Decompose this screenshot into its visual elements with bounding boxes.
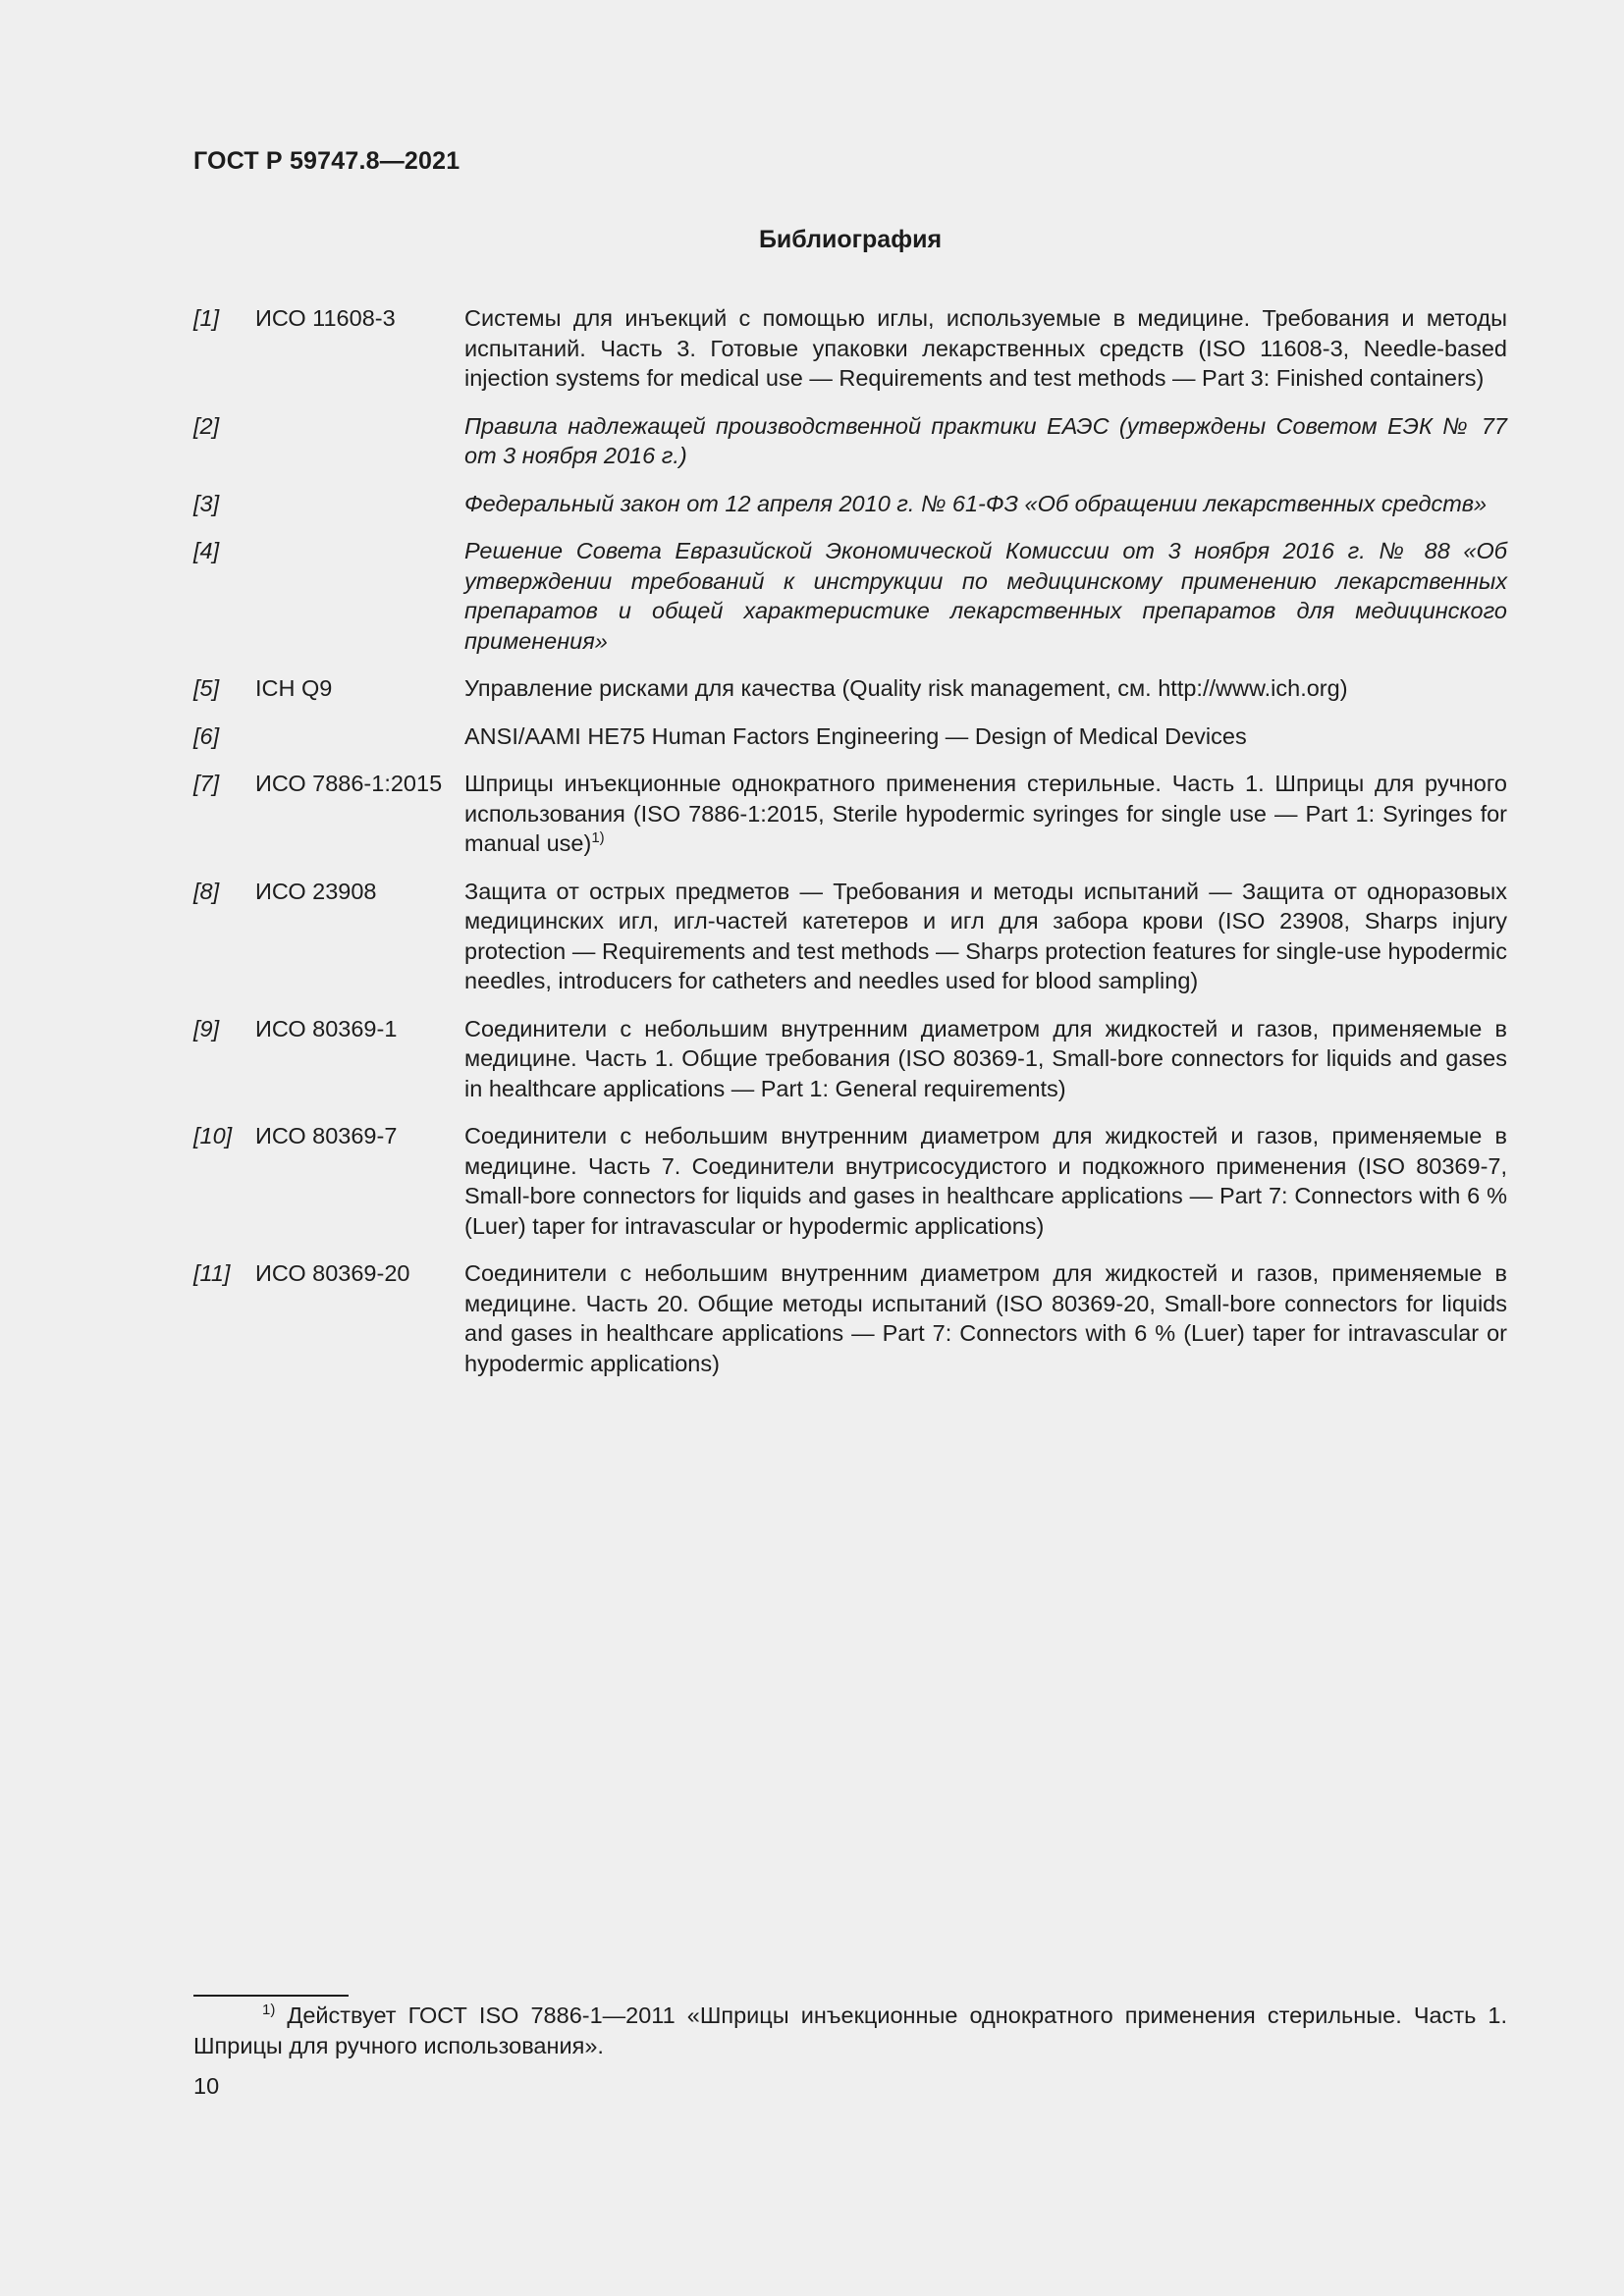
entry-description-text: Соединители с небольшим внутренним диаметром для жидкостей и газов, применяемые в медицине. Часть 7. Соединители внутрисосудистого и подкожного применения (ISO 80369-7, Small-bore connectors for liquids and gases in healthcare applications — Part 7: Connectors with 6 % (Luer) taper for intravascular or hypodermic applications) <box>464 1123 1507 1239</box>
entry-description <box>464 411 1507 471</box>
entry-description-text: Решение Совета Евразийской Экономической Комиссии от 3 ноября 2016 г. № 88 «Об утверждении требований к инструкции по медицинскому применению лекарственных препаратов и общей характеристике лекарственных препаратов для медицинского применения» <box>464 538 1507 654</box>
entry-description <box>464 673 1507 704</box>
entry-description-text: Правила надлежащей производственной практики ЕАЭС (утверждены Советом ЕЭК № 77 от 3 ноября 2016 г.) <box>464 412 1507 468</box>
entry-description-text: Шприцы инъекционные однократного применения стерильные. Часть 1. Шприцы для ручного использования (ISO 7886-1:2015, Sterile hypodermic syringes for single use — Part 1: Syringes for manual use) <box>464 771 1507 856</box>
bibliography-entry <box>193 769 1507 859</box>
footnote-text: Действует ГОСТ ISO 7886-1—2011 «Шприцы инъекционные однократного применения стерильные. Часть 1. Шприцы для ручного использования». <box>193 2002 1508 2058</box>
entry-description <box>464 536 1507 656</box>
bibliography-entry <box>193 489 1507 519</box>
entry-standard-code: ИСО 23908 <box>255 878 377 904</box>
entry-description-text: Защита от острых предметов — Требования и методы испытаний — Защита от одноразовых медицинских игл, игл-частей катетеров и игл для забора крови (ISO 23908, Sharps injury protection — Requirements and test methods — Sharps protection features for single-use hypodermic needles, introducers for catheters and needles used for blood sampling) <box>464 878 1507 993</box>
footnote <box>193 2001 1507 2060</box>
entry-description <box>464 721 1507 752</box>
footnote-reference-mark: 1) <box>591 829 605 847</box>
entry-number: [10] <box>193 1123 233 1148</box>
entry-description-text: Соединители с небольшим внутренним диаметром для жидкостей и газов, применяемые в медицине. Часть 1. Общие требования (ISO 80369-1, Small-bore connectors for liquids and gases in healthcare applications — Part 1: General requirements) <box>464 1015 1507 1101</box>
entry-number: [6] <box>193 722 220 749</box>
entry-description <box>464 1014 1507 1104</box>
entry-number: [7] <box>193 771 220 796</box>
entry-standard-code: ИСО 7886-1:2015 <box>255 771 443 796</box>
entry-standard-code <box>255 411 464 471</box>
bibliography-entry <box>193 877 1507 996</box>
entry-standard-code: ICH Q9 <box>255 675 333 701</box>
document-header: ГОСТ Р 59747.8—2021 <box>193 147 460 175</box>
entry-standard-code: ИСО 11608-3 <box>255 305 396 331</box>
entry-description-text: Соединители с небольшим внутренним диаметром для жидкостей и газов, применяемые в медицине. Часть 20. Общие методы испытаний (ISO 80369-20, Small-bore connectors for liquids and gases in healthcare applications — Part 7: Connectors with 6 % (Luer) taper for intravascular or hypodermic applications) <box>464 1260 1507 1376</box>
footnote-mark: 1) <box>262 2002 276 2019</box>
entry-description <box>464 769 1507 859</box>
entry-description-text: Федеральный закон от 12 апреля 2010 г. № 61-ФЗ «Об обращении лекарственных средств» <box>464 490 1488 516</box>
bibliography-entry <box>193 1014 1507 1104</box>
section-title: Библиография <box>758 226 943 253</box>
entry-number: [5] <box>193 675 220 701</box>
entry-standard-code: ИСО 80369-20 <box>255 1260 410 1286</box>
entry-number: [1] <box>193 305 220 331</box>
footnote-separator <box>193 1995 349 1997</box>
entry-description <box>464 1258 1507 1378</box>
bibliography-entry <box>193 1121 1507 1241</box>
entry-description-text: Управление рисками для качества (Quality risk management, см. http://www.ich.org) <box>464 675 1348 701</box>
entry-description <box>464 877 1507 996</box>
entry-number: [9] <box>193 1015 220 1041</box>
entry-description <box>464 1121 1507 1241</box>
entry-description-text: ANSI/AAMI HE75 Human Factors Engineering — Design of Medical Devices <box>464 722 1247 749</box>
bibliography-entry <box>193 411 1507 471</box>
entry-standard-code <box>255 536 464 656</box>
page-number: 10 <box>193 2073 220 2099</box>
entry-number: [4] <box>193 538 220 563</box>
entry-standard-code <box>255 489 464 519</box>
bibliography-entry <box>193 536 1507 656</box>
bibliography-entry <box>193 721 1507 752</box>
entry-number: [8] <box>193 878 220 904</box>
entry-standard-code <box>255 721 464 752</box>
bibliography-list <box>193 303 1507 1396</box>
bibliography-entry <box>193 1258 1507 1378</box>
entry-number: [3] <box>193 490 220 516</box>
entry-standard-code: ИСО 80369-1 <box>255 1015 398 1041</box>
entry-standard-code: ИСО 80369-7 <box>255 1123 398 1148</box>
entry-number: [2] <box>193 412 220 439</box>
entry-description <box>464 303 1507 394</box>
bibliography-entry <box>193 673 1507 704</box>
entry-description-text: Системы для инъекций с помощью иглы, используемые в медицине. Требования и методы испытаний. Часть 3. Готовые упаковки лекарственных средств (ISO 11608-3, Needle-based injection systems for medical use — Requirements and test methods — Part 3: Finished containers) <box>464 305 1507 391</box>
bibliography-entry <box>193 303 1507 394</box>
entry-description <box>464 489 1507 519</box>
entry-number: [11] <box>193 1260 231 1286</box>
